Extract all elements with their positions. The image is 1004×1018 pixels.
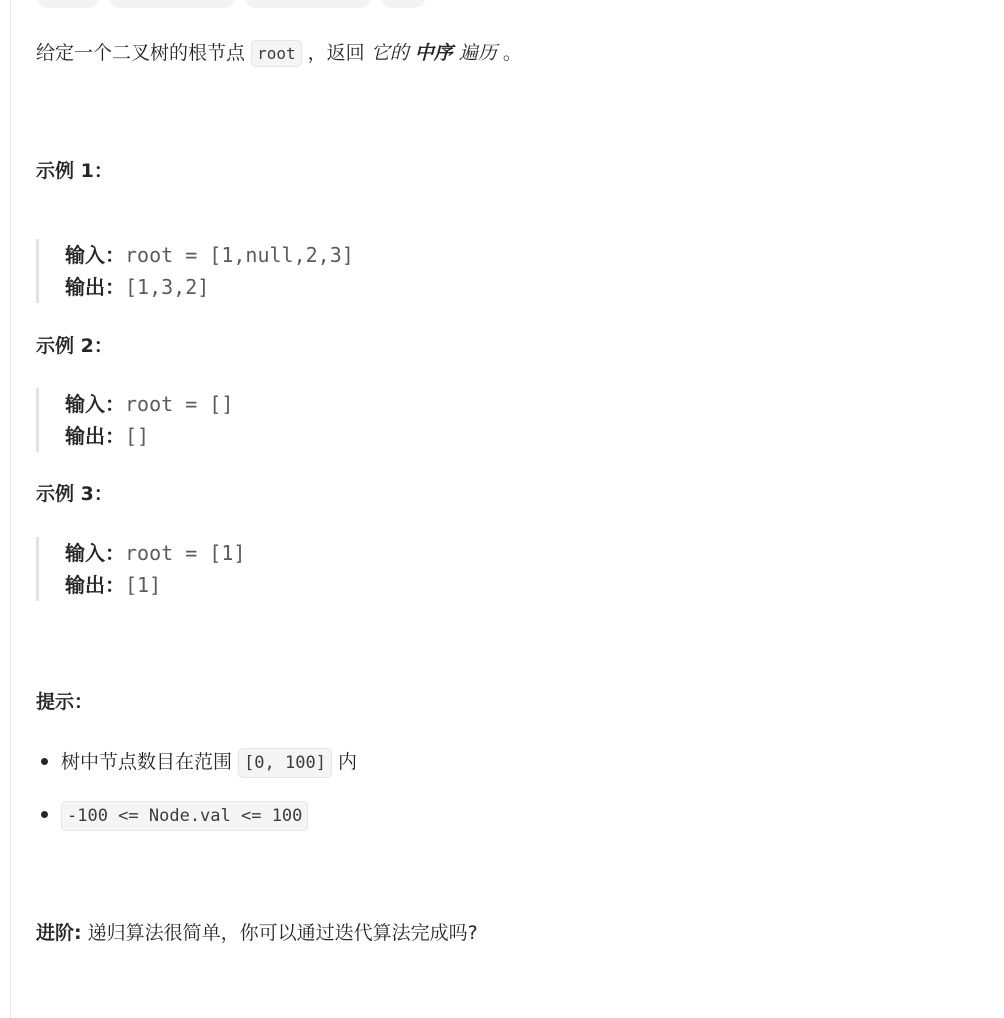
example-input-line <box>65 388 765 420</box>
statement-emphasis: 它的 <box>370 42 409 64</box>
follow-up-text: 递归算法很简单，你可以通过迭代算法完成吗? <box>87 922 478 944</box>
tag-bar <box>36 0 426 8</box>
example-1-block <box>36 239 765 303</box>
example-output-line <box>65 420 765 452</box>
hint-text: 树中节点数目在范围 <box>61 751 233 773</box>
problem-statement <box>36 38 522 69</box>
output-label: 输出： <box>65 573 125 597</box>
hint-text: 内 <box>338 751 358 773</box>
example-input-line <box>65 537 765 569</box>
inline-code-root: root <box>251 40 302 67</box>
statement-text: 。 <box>502 42 522 64</box>
statement-strong-emphasis: 中序 <box>414 42 453 64</box>
output-value: [1,3,2] <box>125 275 210 299</box>
example-output-line <box>65 271 765 303</box>
tag-chip[interactable] <box>36 0 100 8</box>
hint-code: -100 <= Node.val <= 100 <box>61 801 308 831</box>
example-2-heading: 示例 2： <box>36 335 113 357</box>
input-label: 输入： <box>65 392 125 416</box>
output-value: [1] <box>125 573 162 597</box>
list-item <box>36 797 936 837</box>
follow-up-label: 进阶: <box>36 922 82 944</box>
example-3-block <box>36 537 765 601</box>
example-output-line <box>65 569 765 601</box>
example-2-block <box>36 388 765 452</box>
follow-up <box>36 918 478 948</box>
example-3-heading: 示例 3： <box>36 483 113 505</box>
example-input-line <box>65 239 765 271</box>
tag-chip[interactable] <box>380 0 426 8</box>
input-label: 输入： <box>65 243 125 267</box>
statement-emphasis: 遍历 <box>458 42 497 64</box>
input-label: 输入： <box>65 541 125 565</box>
statement-text: ，返回 <box>307 42 365 64</box>
left-border <box>10 0 11 1018</box>
output-label: 输出： <box>65 275 125 299</box>
hint-code: [0, 100] <box>238 748 332 778</box>
input-value: root = [] <box>125 392 234 416</box>
tag-chip[interactable] <box>244 0 372 8</box>
example-1-heading: 示例 1： <box>36 160 113 182</box>
input-value: root = [1,null,2,3] <box>125 243 354 267</box>
list-item <box>36 744 936 784</box>
input-value: root = [1] <box>125 541 246 565</box>
output-value: [] <box>125 424 150 448</box>
tag-chip[interactable] <box>108 0 236 8</box>
hints-heading: 提示： <box>36 691 94 713</box>
hints-list <box>36 744 936 850</box>
statement-text: 给定一个二叉树的根节点 <box>36 42 246 64</box>
output-label: 输出： <box>65 424 125 448</box>
